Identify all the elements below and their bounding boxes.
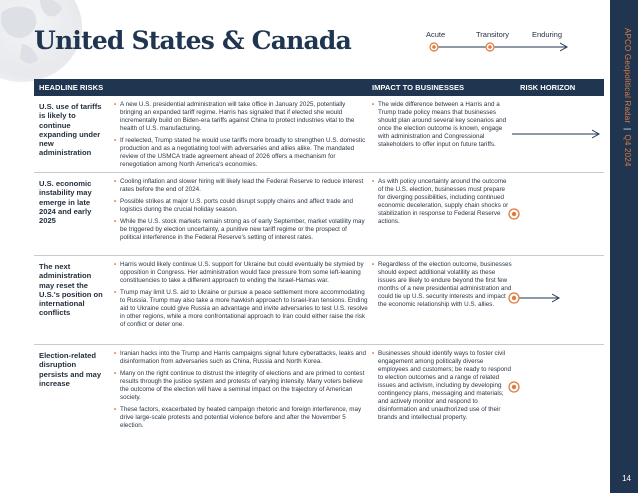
risk-title: U.S. economic instability may emerge in late 2024 and early 2025: [39, 179, 92, 225]
bullet: • Cooling inflation and slower hiring will likely lead the Federal Reserve to reduce interest rates before the end of 2024.: [114, 178, 369, 194]
transitory-horizon-icon: [506, 290, 566, 306]
enduring-horizon-icon: [506, 127, 606, 141]
page-number: 14: [622, 474, 631, 483]
legend-acute-label: Acute: [426, 30, 446, 39]
risk-row: [34, 173, 604, 256]
side-band: [610, 0, 638, 493]
impact-bullet: • Businesses should identify ways to foster civil engagement among politically diverse employees and customers; be ready to respond to election outcomes and a range of related issues and activism, including by developing contingency plans, messaging and materials; and actively monitor and respond to disinformation and unauthorized use of their brands and intellectual property.: [372, 350, 512, 422]
horizon-legend: [414, 30, 574, 70]
side-separator: |: [623, 127, 632, 131]
impact-bullet: • The wide difference between a Harris and a Trump trade policy means that businesses should plan around several key scenarios and once the election outcome is known, engage with administration and Congressional stakeholders to offer input on future tariffs.: [372, 101, 512, 149]
risk-title: U.S. use of tariffs is likely to continue expanding under new administration: [39, 102, 102, 158]
legend-transitory-label: Transitory: [476, 30, 510, 39]
side-period: Q4 2024: [623, 134, 632, 167]
risk-title: Election-related disruption persists and may increase: [39, 351, 102, 388]
header-horizon: RISK HORIZON: [520, 83, 576, 92]
bullet: • These factors, exacerbated by heated campaign rhetoric and foreign interference, may drive large-scale protests and potential violence before and after the November 5 election.: [114, 406, 369, 430]
impact-bullet: • As with policy uncertainty around the outcome of the U.S. election, businesses must prepare for diverging possibilities, including continued economic deceleration, supply chain shocks or stabilization in response to Federal Reserve actions.: [372, 178, 512, 226]
impact-bullets: [372, 101, 512, 153]
bullet: • If reelected, Trump stated he would use tariffs more broadly to strengthen U.S. domestic production and as a negotiating tool with adversaries and allies alike. The mandated review of the USMCA trade agreement ahead of 2026 offers a mechanism for renegotiation among North America's economies.: [114, 137, 369, 169]
risk-bullets: [114, 101, 369, 173]
impact-bullet: • Regardless of the election outcome, businesses should expect additional volatility as these issues are likely to endure beyond the first few months of a new presidential administration and could tie up U.S. security interests and impact the economic relationship with U.S. allies.: [372, 261, 512, 309]
header-risks: HEADLINE RISKS: [39, 83, 104, 92]
risk-row: [34, 256, 604, 345]
acute-horizon-icon: [506, 379, 522, 395]
impact-bullets: [372, 350, 512, 426]
bullet: • Harris would likely continue U.S. support for Ukraine but could eventually be stymied by opposition in Congress. Her administration would face pressure from some left-leaning constituencies to take a different approach to ending the Israel-Hamas war.: [114, 261, 369, 285]
side-brand: APCO Geopolitical Radar: [623, 28, 632, 124]
acute-horizon-icon: [506, 206, 522, 222]
side-label: [623, 28, 632, 167]
risk-bullets: [114, 261, 369, 333]
header-impact: IMPACT TO BUSINESSES: [372, 83, 465, 92]
impact-bullets: [372, 261, 512, 313]
bullet: • While the U.S. stock markets remain strong as of early September, market volatility may be triggered by election uncertainty, a punitive new tariff regime or the prospect of political interference in the Federal Reserve's setting of interest rates.: [114, 218, 369, 242]
bullet: • Many on the right continue to distrust the integrity of elections and are primed to contest results through the justice system and protests of varying intensity. Many voters believe the outcome of the election will have a seminal impact on the trajectory of American society.: [114, 370, 369, 402]
bullet: • Iranian hacks into the Trump and Harris campaigns signal future cyberattacks, leaks and disinformation from adversaries such as China, Russia and North Korea.: [114, 350, 369, 366]
bullet: • Trump may limit U.S. aid to Ukraine or pursue a peace settlement more accommodating to Russia. Trump may also take a more hawkish approach to Israel-Iran tensions. Ending aid to Ukraine could give Russia an advantage and invite adversaries to test U.S. resolve in other regions, while a more confrontational approach to Iran could either raise the risk of conflict or deter one.: [114, 289, 369, 329]
impact-bullets: [372, 178, 512, 230]
risk-row: [34, 345, 604, 445]
page-title: United States & Canada: [34, 26, 351, 55]
risk-bullets: [114, 178, 369, 246]
bullet: • Possible strikes at major U.S. ports could disrupt supply chains and affect trade and logistics during the crucial holiday season.: [114, 198, 369, 214]
risk-bullets: [114, 350, 369, 434]
legend-enduring-label: Enduring: [532, 30, 563, 39]
legend-scale-icon: [414, 42, 579, 56]
table-header: [34, 79, 604, 96]
bullet: • A new U.S. presidential administration will take office in January 2025, potentially bringing an expanded tariff regime. Harris has signaled that if elected she would incrementally build on Biden-era tariffs against China to protect industries vital to the health of U.S. manufacturing.: [114, 101, 369, 133]
risk-title: The next administration may reset the U.S.'s position on international conflicts: [39, 262, 103, 318]
risk-row: [34, 96, 604, 173]
